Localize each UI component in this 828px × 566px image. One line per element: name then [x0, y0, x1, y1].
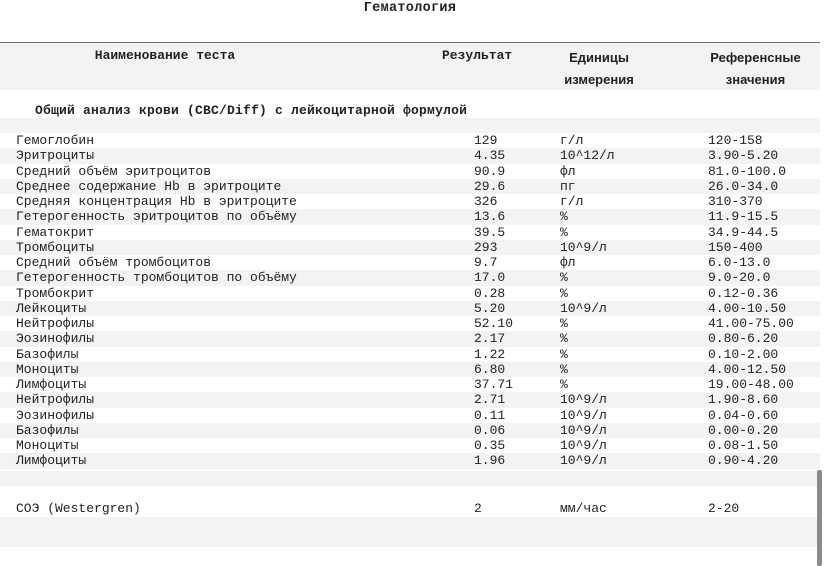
test-unit: 10^9/л [560, 300, 607, 316]
test-result: 9.7 [474, 255, 498, 270]
test-unit: 10^9/л [560, 438, 607, 453]
test-unit: пг [560, 178, 576, 194]
header-units-line2: измерения [564, 72, 634, 87]
test-result: 326 [474, 194, 498, 209]
test-result: 0.35 [474, 438, 506, 453]
test-reference: 0.12-0.36 [708, 285, 779, 301]
test-result: 37.71 [474, 377, 514, 392]
test-reference: 0.80-6.20 [708, 331, 779, 347]
spacer-row [0, 549, 820, 564]
table-row [0, 392, 820, 407]
test-name: Нейтрофилы [16, 316, 95, 331]
test-name: Гетерогенность эритроцитов по объёму [16, 209, 297, 225]
test-name: Нейтрофилы [16, 392, 95, 408]
test-unit: г/л [560, 194, 584, 209]
table-row [0, 438, 820, 453]
section-title: Общий анализ крови (CBC/Diff) с лейкоцитарной формулой [35, 103, 468, 118]
test-result: 0.28 [474, 285, 506, 301]
table-row [0, 301, 820, 316]
test-result: 6.80 [474, 361, 506, 377]
results-table [0, 133, 820, 469]
test-name: Средний объём тромбоцитов [16, 255, 212, 270]
test-reference: 26.0-34.0 [708, 178, 779, 194]
test-reference: 9.0-20.0 [708, 270, 771, 286]
esr-name: СОЭ (Westergren) [16, 501, 141, 516]
test-name: Средний объём эритроцитов [16, 163, 212, 179]
test-reference: 0.10-2.00 [708, 346, 779, 362]
test-result: 5.20 [474, 300, 506, 316]
test-reference: 0.04-0.60 [708, 407, 779, 423]
spacer-row [0, 471, 820, 486]
test-result: 13.6 [474, 209, 506, 225]
table-row [0, 453, 820, 468]
esr-unit: мм/час [560, 501, 607, 516]
test-reference: 34.9-44.5 [708, 224, 779, 240]
test-unit: % [560, 361, 568, 377]
table-row [0, 133, 820, 148]
test-reference: 81.0-100.0 [708, 163, 787, 179]
table-row [0, 377, 820, 392]
test-unit: % [560, 377, 568, 392]
test-result: 293 [474, 239, 498, 255]
test-reference: 310-370 [708, 194, 763, 209]
test-result: 17.0 [474, 270, 506, 286]
table-header [0, 42, 820, 90]
table-row [0, 164, 820, 179]
test-unit: % [560, 209, 568, 225]
test-name: Тромбокрит [16, 285, 95, 301]
test-reference: 0.90-4.20 [708, 453, 779, 469]
test-name: Гемоглобин [16, 133, 95, 148]
test-unit: 10^9/л [560, 453, 607, 469]
esr-row [0, 501, 820, 516]
test-name: Лимфоциты [16, 453, 87, 469]
test-name: Гематокрит [16, 224, 95, 240]
test-result: 52.10 [474, 316, 514, 331]
table-row [0, 179, 820, 194]
test-name: Эозинофилы [16, 331, 95, 347]
test-name: Лимфоциты [16, 377, 87, 392]
header-reference [698, 47, 813, 91]
header-units [553, 47, 645, 91]
test-unit: 10^12/л [560, 148, 615, 164]
vertical-scrollbar[interactable] [817, 470, 822, 566]
test-result: 0.06 [474, 422, 506, 438]
test-result: 0.11 [474, 407, 506, 423]
spacer-row [0, 486, 820, 501]
table-row [0, 240, 820, 255]
test-reference: 0.08-1.50 [708, 438, 779, 453]
test-unit: 10^9/л [560, 407, 607, 423]
table-row [0, 148, 820, 163]
test-result: 4.35 [474, 148, 506, 164]
test-result: 2.17 [474, 331, 506, 347]
test-reference: 19.00-48.00 [708, 377, 794, 392]
test-unit: фл [560, 255, 576, 270]
test-result: 90.9 [474, 163, 506, 179]
header-reference-line2: значения [725, 72, 786, 87]
test-name: Средняя концентрация Hb в эритроците [16, 194, 297, 209]
test-reference: 1.90-8.60 [708, 392, 779, 408]
test-result: 29.6 [474, 178, 506, 194]
test-unit: 10^9/л [560, 422, 607, 438]
test-result: 129 [474, 133, 498, 148]
test-name: Базофилы [16, 422, 79, 438]
test-reference: 0.00-0.20 [708, 422, 779, 438]
test-result: 39.5 [474, 224, 506, 240]
test-name: Тромбоциты [16, 239, 95, 255]
test-unit: г/л [560, 133, 584, 148]
test-reference: 41.00-75.00 [708, 316, 794, 331]
test-result: 2.71 [474, 392, 506, 408]
esr-result: 2 [474, 501, 482, 516]
table-row [0, 225, 820, 240]
test-unit: % [560, 346, 568, 362]
test-unit: % [560, 316, 568, 331]
test-name: Лейкоциты [16, 300, 87, 316]
test-name: Эритроциты [16, 148, 95, 164]
table-row [0, 316, 820, 331]
test-name: Моноциты [16, 438, 79, 453]
table-row [0, 286, 820, 301]
test-reference: 4.00-12.50 [708, 361, 787, 377]
test-unit: % [560, 331, 568, 347]
table-row [0, 270, 820, 285]
page-title: Гематология [363, 1, 457, 16]
esr-reference: 2-20 [708, 501, 740, 516]
test-unit: % [560, 285, 568, 301]
table-row [0, 209, 820, 224]
header-test-name: Наименование теста [94, 48, 236, 63]
table-row [0, 423, 820, 438]
test-reference: 4.00-10.50 [708, 300, 787, 316]
test-name: Эозинофилы [16, 407, 95, 423]
table-row [0, 331, 820, 346]
test-unit: 10^9/л [560, 239, 607, 255]
spacer-row [0, 532, 820, 547]
spacer-row [0, 517, 820, 532]
test-result: 1.96 [474, 453, 506, 469]
test-unit: % [560, 270, 568, 286]
test-reference: 3.90-5.20 [708, 148, 779, 164]
header-reference-line1: Референсные [710, 50, 801, 65]
header-units-line1: Единицы [569, 50, 629, 65]
test-reference: 6.0-13.0 [708, 255, 771, 270]
test-name: Моноциты [16, 361, 79, 377]
test-unit: % [560, 224, 568, 240]
test-reference: 11.9-15.5 [708, 209, 779, 225]
table-row [0, 347, 820, 362]
test-reference: 120-158 [708, 133, 763, 148]
test-reference: 150-400 [708, 239, 763, 255]
test-unit: фл [560, 163, 576, 179]
test-name: Среднее содержание Hb в эритроците [16, 178, 282, 194]
table-row [0, 194, 820, 209]
table-row [0, 362, 820, 377]
test-result: 1.22 [474, 346, 506, 362]
test-unit: 10^9/л [560, 392, 607, 408]
header-result: Результат [442, 48, 513, 63]
table-row [0, 408, 820, 423]
test-name: Гетерогенность тромбоцитов по объёму [16, 270, 297, 286]
table-row [0, 255, 820, 270]
test-name: Базофилы [16, 346, 79, 362]
